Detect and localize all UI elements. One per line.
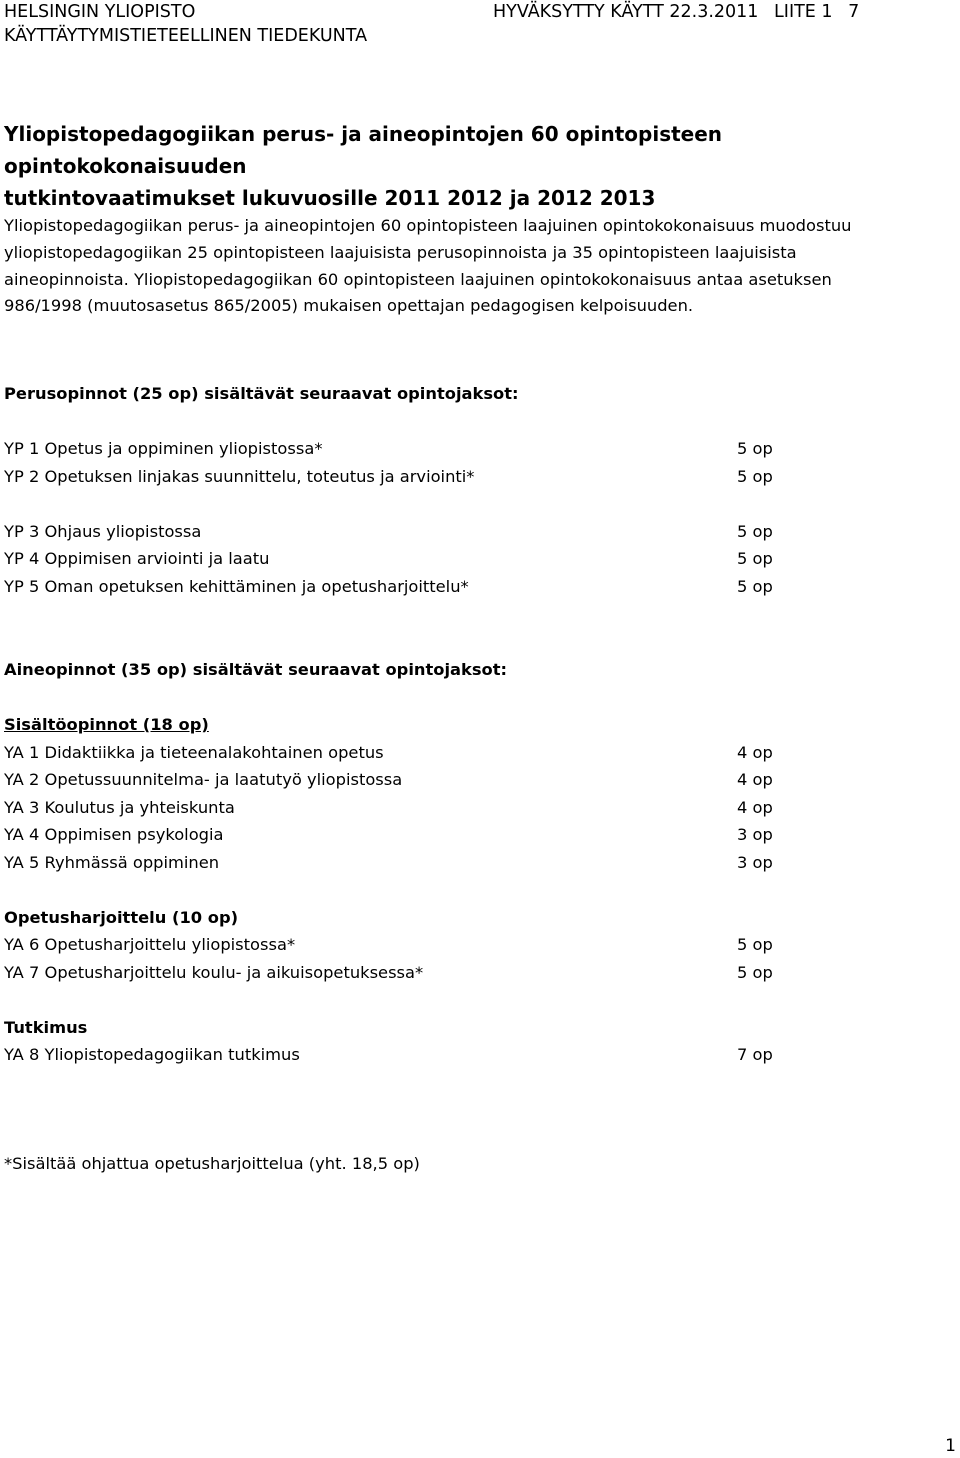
approval-date: HYVÄKSYTTY KÄYTT 22.3.2011 [493, 2, 759, 22]
course-row [4, 849, 797, 877]
aineopinnot-heading: Aineopinnot (35 op) sisältävät seuraavat opintojaksot: [4, 660, 508, 679]
course-row [4, 463, 797, 491]
course-row [4, 573, 797, 601]
course-row [4, 931, 797, 959]
header-right [493, 0, 859, 24]
intro-paragraph [4, 213, 960, 320]
course-row [4, 739, 797, 767]
perusopinnot-section [4, 380, 797, 600]
course-name: YP 5 Oman opetuksen kehittäminen ja opetusharjoittelu* [4, 576, 469, 596]
perusopinnot-heading: Perusopinnot (25 op) sisältävät seuraavat opintojaksot: [4, 384, 519, 403]
course-credits: 5 op [737, 521, 773, 541]
course-credits: 3 op [737, 825, 773, 844]
course-credits: 5 op [737, 466, 773, 486]
course-name: YA 7 Opetusharjoittelu koulu- ja aikuisopetuksessa* [4, 962, 424, 982]
sisaltoopinnot-heading: Sisältöopinnot (18 op) [4, 715, 209, 734]
course-credits: 4 op [737, 797, 773, 817]
tutkimus-heading: Tutkimus [4, 1017, 88, 1037]
course-credits: 3 op [737, 852, 773, 872]
course-credits: 4 op [737, 770, 773, 789]
course-name: YA 4 Oppimisen psykologia [4, 825, 224, 844]
course-credits: 5 op [737, 962, 773, 982]
course-row [4, 794, 797, 822]
course-name: YP 3 Ohjaus yliopistossa [4, 521, 202, 541]
header-left [4, 0, 367, 48]
intro-line: aineopinnoista. Yliopistopedagogiikan 60 opintopisteen laajuinen opintokokonaisuus antaa asetuksen [4, 269, 832, 289]
faculty-name: KÄYTTÄYTYMISTIETEELLINEN TIEDEKUNTA [4, 26, 368, 46]
course-name: YA 6 Opetusharjoittelu yliopistossa* [4, 935, 296, 954]
appendix-label: LIITE 1 [774, 2, 833, 22]
course-name: YA 3 Koulutus ja yhteiskunta [4, 797, 235, 817]
course-name: YA 2 Opetussuunnitelma- ja laatutyö yliopistossa [4, 770, 403, 789]
course-row [4, 1041, 797, 1069]
course-name: YP 1 Opetus ja oppiminen yliopistossa* [4, 439, 323, 458]
course-name: YA 1 Didaktiikka ja tieteenalakohtainen opetus [4, 742, 384, 762]
footnote: *Sisältää ohjattua opetusharjoittelua (yht. 18,5 op) [4, 1154, 420, 1173]
intro-line: 986/1998 (muutosasetus 865/2005) mukaisen opettajan pedagogisen kelpoisuuden. [4, 296, 694, 316]
course-row [4, 545, 797, 573]
opetusharjoittelu-heading: Opetusharjoittelu (10 op) [4, 907, 239, 927]
university-name: HELSINGIN YLIOPISTO [4, 2, 196, 22]
page-number: 1 [945, 1436, 956, 1456]
course-credits: 5 op [737, 549, 773, 568]
course-row [4, 518, 797, 546]
course-credits: 5 op [737, 439, 773, 458]
course-credits: 4 op [737, 742, 773, 762]
course-row [4, 821, 797, 849]
intro-line: Yliopistopedagogiikan perus- ja aineopintojen 60 opintopisteen laajuinen opintokokonaisuus muodostuu [4, 216, 852, 235]
appendix-page: 7 [848, 2, 860, 22]
course-name: YP 2 Opetuksen linjakas suunnittelu, toteutus ja arviointi* [4, 466, 475, 486]
aineopinnot-section [4, 656, 797, 1069]
course-name: YP 4 Oppimisen arviointi ja laatu [4, 549, 270, 568]
course-row [4, 766, 797, 794]
course-credits: 7 op [737, 1045, 773, 1064]
course-row [4, 959, 797, 987]
course-credits: 5 op [737, 935, 773, 954]
title-line-2: tutkintovaatimukset lukuvuosille 2011 2012 ja 2012 2013 [4, 186, 656, 210]
title-line-1: Yliopistopedagogiikan perus- ja aineopintojen 60 opintopisteen opintokokonaisuuden [4, 122, 723, 178]
course-credits: 5 op [737, 576, 773, 596]
course-name: YA 5 Ryhmässä oppiminen [4, 852, 220, 872]
intro-line: yliopistopedagogiikan 25 opintopisteen laajuisista perusopinnoista ja 35 opintopisteen laajuisista [4, 242, 797, 262]
document-title [4, 118, 960, 214]
course-row [4, 435, 797, 463]
course-name: YA 8 Yliopistopedagogiikan tutkimus [4, 1045, 300, 1064]
